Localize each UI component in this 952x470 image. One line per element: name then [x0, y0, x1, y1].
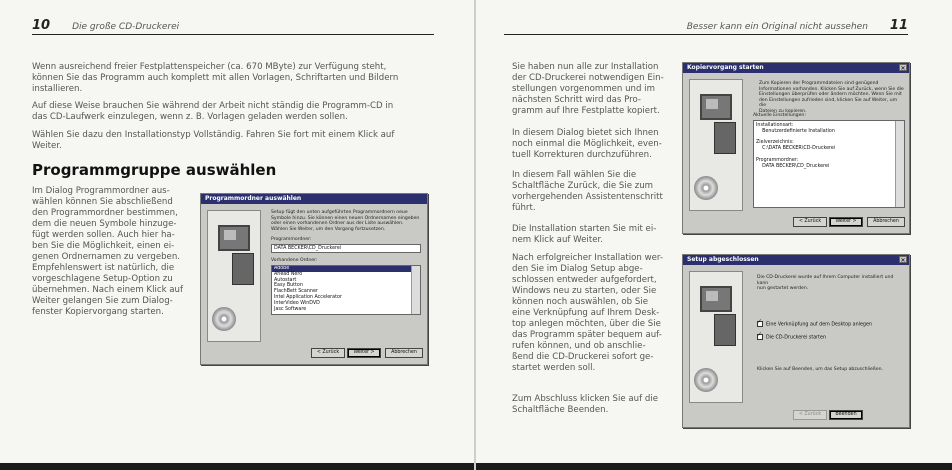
right-paragraph-2: In diesem Dialog bietet sich Ihnen noch einmal die Möglichkeit, even- tuell Korrekturen durchzuführen.	[512, 128, 662, 160]
list-scrollbar[interactable]	[411, 266, 420, 314]
back-button[interactable]: < Zurück	[311, 348, 345, 358]
right-paragraph-4: Die Installation starten Sie mit ei- nem Klick auf Weiter.	[512, 224, 657, 245]
folder-label: Programmordner:	[271, 237, 312, 242]
checkbox-checked-icon[interactable]	[757, 321, 763, 327]
copy-dialog-titlebar: Kopiervorgang starten ✕	[683, 63, 909, 73]
right-running-title: Besser kann ein Original nicht aussehen	[686, 22, 868, 32]
current-settings-box: Installationsart: Benutzerdefinierte Installation Zielverzeichnis: C:\DATA BECKER\CD-Druckerei Programmordner: DATA BECKER\CD_Druckerei	[753, 120, 905, 208]
left-page-number: 10	[32, 18, 51, 33]
finish-button[interactable]: Beenden	[829, 410, 863, 420]
left-body-paragraph: Im Dialog Programmordner aus- wählen können Sie abschließend den Programmordner bestimmen, dem die neuen Symbole hinzuge- fügt werden sollen. Auch hier ha- ben Sie die Möglichkeit, einen ei- genen Ordnernamen zu vergeben. Empfehlenswert ist natürlich, die vorgeschlagene Setup-Option zu übernehmen. Nach einem Klick auf Weiter gelangen Sie zum Dialog- fenster Kopiervorgang starten.	[32, 186, 184, 317]
computer-tower-icon	[714, 122, 736, 154]
cd-disc-icon	[694, 368, 718, 392]
finish-dialog	[682, 254, 910, 428]
setup-illustration	[689, 79, 743, 211]
back-button[interactable]: < Zurück	[793, 410, 827, 420]
settings-scrollbar[interactable]	[895, 121, 904, 207]
left-intro-paragraph-2: Auf diese Weise brauchen Sie während der Arbeit nicht ständig die Programm-CD in das CD-Laufwerk einzulegen, wenn z. B. Vorlagen geladen werden sollen.	[32, 101, 394, 122]
right-page	[476, 0, 952, 463]
list-item[interactable]: Autostart	[274, 277, 297, 283]
list-item[interactable]: Intel Application Accelerator	[274, 294, 342, 300]
existing-folders-label: Vorhandene Ordner:	[271, 258, 318, 263]
monitor-icon	[218, 225, 250, 251]
finish-instruction: Klicken Sie auf Beenden, um das Setup abzuschließen.	[757, 367, 883, 372]
list-item[interactable]: FlachBett Scanner	[274, 289, 318, 295]
right-running-head	[504, 18, 908, 35]
list-item[interactable]: Easy Button	[274, 283, 303, 289]
right-paragraph-3: In diesem Fall wählen Sie die Schaltfläche Zurück, die Sie zum vorhergehenden Assistentenschritt führt.	[512, 170, 663, 213]
folder-dialog-description: Setup fügt den unten aufgeführten Programmordnern neue Symbole hinzu. Sie können einen neuen Ordnernamen eingeben oder einen vorhandenen Ordner aus der Liste auswählen. Wählen Sie Weiter, um den Vorgang fortzusetzen.	[271, 210, 420, 232]
desktop-shortcut-checkbox[interactable]: ✓Eine Verknüpfung auf dem Desktop anlegen	[757, 321, 872, 329]
close-icon[interactable]: ✕	[900, 257, 906, 264]
monitor-icon	[700, 94, 732, 120]
list-item[interactable]: Jasc Software	[274, 306, 307, 312]
computer-tower-icon	[232, 253, 254, 285]
left-running-title: Die große CD-Druckerei	[72, 22, 180, 32]
monitor-icon	[700, 286, 732, 312]
left-page	[0, 0, 474, 463]
list-item[interactable]: InterVideo WinDVD	[274, 300, 320, 306]
right-page-number: 11	[889, 18, 908, 33]
cd-disc-icon	[212, 307, 236, 331]
copy-dialog	[682, 62, 910, 234]
right-paragraph-6: Zum Abschluss klicken Sie auf die Schaltfläche Beenden.	[512, 394, 659, 415]
setup-illustration	[689, 271, 743, 403]
copy-dialog-description: Zum Kopieren der Programmdateien sind genügend Informationen vorhanden. Klicken Sie auf Zurück, wenn Sie die Einstellungen überprüfen oder ändern möchten. Wenn Sie mit den Einstellungen zufrieden sind, klicken Sie auf Weiter, um die Dateien zu kopieren.	[759, 81, 904, 114]
next-button[interactable]: Weiter >	[347, 348, 381, 358]
start-program-checkbox[interactable]: ✓Die CD-Druckerei starten	[757, 334, 826, 342]
computer-tower-icon	[714, 314, 736, 346]
finish-dialog-titlebar: Setup abgeschlossen ✕	[683, 255, 909, 265]
finish-dialog-description: Die CD-Druckerei wurde auf Ihrem Computer installiert und kann nun gestartet werden.	[757, 275, 894, 292]
left-intro-paragraph-3: Wählen Sie dazu den Installationstyp Vollständig. Fahren Sie fort mit einem Klick auf Weiter.	[32, 130, 395, 151]
list-item[interactable]: Ahead Nero	[274, 271, 303, 277]
left-intro-paragraph-1: Wenn ausreichend freier Festplattenspeicher (ca. 670 MByte) zur Verfügung steht, können Sie das Programm auch komplett mit allen Vorlagen, Schriftarten und Bildern installieren.	[32, 62, 399, 94]
back-button[interactable]: < Zurück	[793, 217, 827, 227]
folder-dialog	[200, 193, 428, 365]
checkbox-checked-icon[interactable]	[757, 334, 763, 340]
close-icon[interactable]: ✕	[900, 65, 906, 72]
next-button[interactable]: Weiter >	[829, 217, 863, 227]
list-item[interactable]: Adobe	[272, 266, 420, 272]
current-settings-label: Aktuelle Einstellungen:	[753, 113, 806, 118]
folder-dialog-titlebar: Programmordner auswählen	[201, 194, 427, 204]
right-paragraph-1: Sie haben nun alle zur Installation der CD-Druckerei notwendigen Ein- stellungen vorgenommen und im nächsten Schritt wird das Pro- gramm auf Ihre Festplatte kopiert.	[512, 62, 664, 116]
left-running-head	[32, 18, 434, 35]
section-heading: Programmgruppe auswählen	[32, 161, 277, 179]
right-paragraph-5: Nach erfolgreicher Installation wer- den Sie im Dialog Setup abge- schlossen entweder aufgefordert, Windows neu zu starten, oder Sie können noch auswählen, ob Sie eine Verknüpfung auf Ihrem Desk- top anlegen möchten, über die Sie das Programm später bequem auf- rufen können, und ob anschlie- ßend die CD-Druckerei sofort ge- startet werden soll.	[512, 253, 664, 373]
existing-folders-list[interactable]	[271, 265, 421, 315]
cancel-button[interactable]: Abbrechen	[867, 217, 905, 227]
cd-disc-icon	[694, 176, 718, 200]
cancel-button[interactable]: Abbrechen	[385, 348, 423, 358]
folder-name-input[interactable]: DATA BECKER\CD_Druckerei	[271, 244, 421, 253]
setup-illustration	[207, 210, 261, 342]
